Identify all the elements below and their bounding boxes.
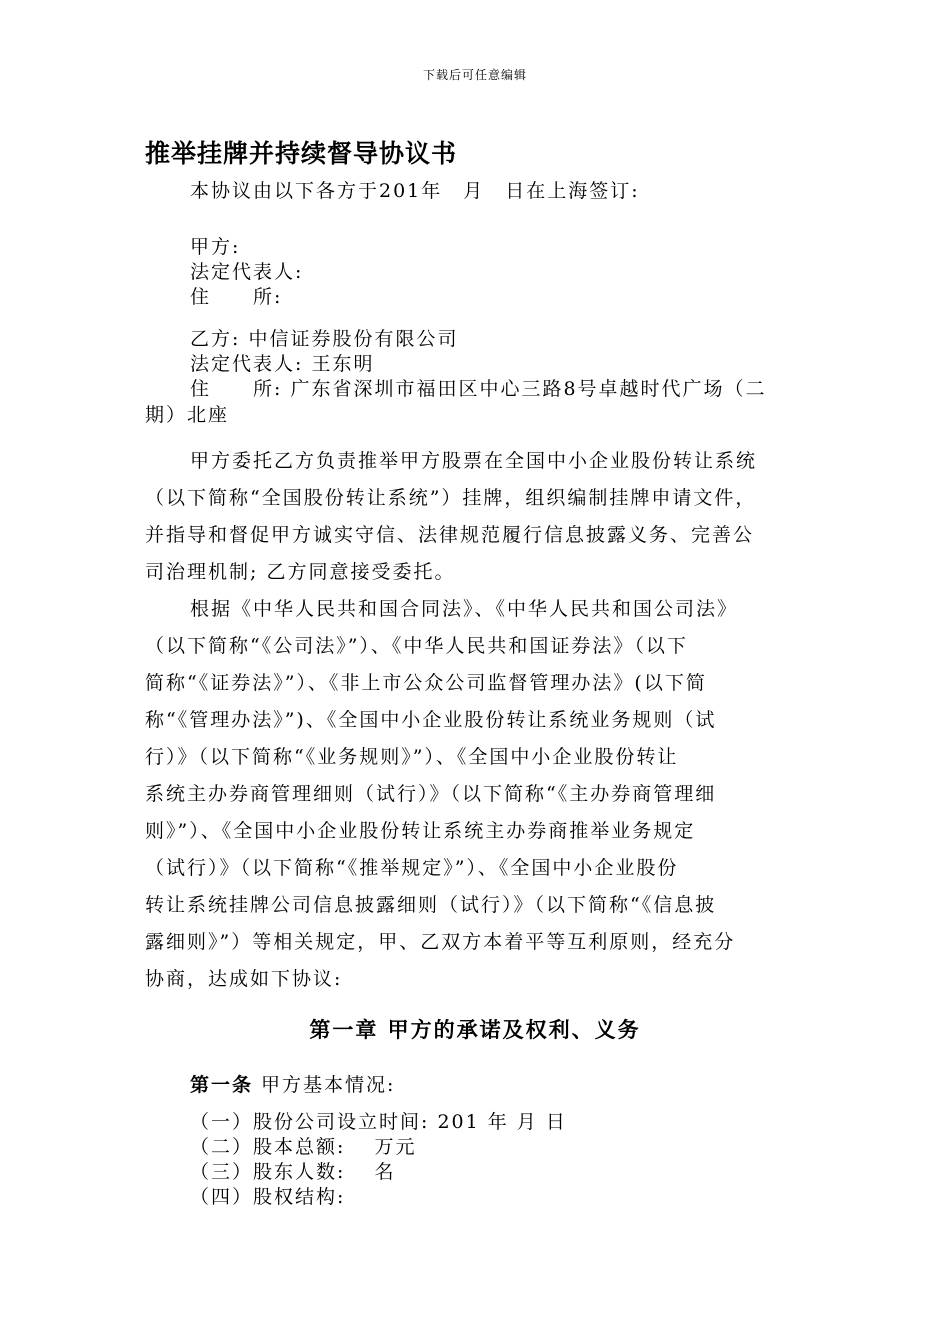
article-item: （二）股本总额: 万元 <box>190 1136 417 1158</box>
para2-line: 则》”）、《全国中小企业股份转让系统主办券商推举业务规定 <box>145 820 696 842</box>
party-b-legal-rep: 法定代表人: 王东明 <box>190 353 375 375</box>
para2-line: 行）》（以下简称“《业务规则》”）、《全国中小企业股份转让 <box>145 746 679 768</box>
party-b-name: 乙方: 中信证券股份有限公司 <box>190 328 459 350</box>
article-item: （四）股权结构: <box>190 1186 346 1208</box>
chapter-heading: 第一章 甲方的承诺及权利、义务 <box>309 1017 641 1042</box>
para2-line: （试行）》（以下简称“《推举规定》”）、《全国中小企业股份 <box>145 857 679 879</box>
party-a-legal-rep: 法定代表人: <box>190 261 304 283</box>
para2-line: 系统主办券商管理细则（试行）》（以下简称“《主办券商管理细 <box>145 783 717 805</box>
intro-line: 本协议由以下各方于201年 月 日在上海签订: <box>190 180 640 202</box>
para2-line: （以下简称“《公司法》”）、《中华人民共和国证券法》（以下 <box>145 635 688 657</box>
para1-line: 并指导和督促甲方诚实守信、法律规范履行信息披露义务、完善公 <box>145 524 755 546</box>
para1-line: 甲方委托乙方负责推举甲方股票在全国中小企业股份转让系统 <box>190 450 758 472</box>
party-b-address-line1: 住 所: 广东省深圳市福田区中心三路8号卓越时代广场（二 <box>190 378 767 400</box>
para2-line: 根据《中华人民共和国合同法》、《中华人民共和国公司法》 <box>190 598 739 620</box>
article-text: 甲方基本情况: <box>253 1074 396 1096</box>
party-b-address-line2: 期）北座 <box>145 404 230 426</box>
para2-line: 协商，达成如下协议: <box>145 968 343 990</box>
para2-line: 转让系统挂牌公司信息披露细则（试行）》（以下简称“《信息披 <box>145 894 717 916</box>
page-header-note: 下载后可任意编辑 <box>422 68 527 82</box>
article-1 <box>190 1070 815 1097</box>
para2-line: 露细则》”）等相关规定，甲、乙双方本着平等互利原则，经充分 <box>145 931 736 953</box>
para2-line: 称“《管理办法》”)、《全国中小企业股份转让系统业务规则（试 <box>145 709 717 731</box>
article-label: 第一条 <box>190 1074 254 1096</box>
document-title: 推举挂牌并持续督导协议书 <box>145 139 458 168</box>
para2-line: 简称“《证券法》”）、《非上市公众公司监督管理办法》(以下简 <box>145 672 707 694</box>
para1-line: 司治理机制; 乙方同意接受委托。 <box>145 561 456 583</box>
para1-line: （以下简称“全国股份转让系统”）挂牌，组织编制挂牌申请文件， <box>145 487 757 509</box>
party-a-name: 甲方: <box>190 236 241 258</box>
article-item: （三）股东人数: 名 <box>190 1161 396 1183</box>
article-item: （一）股份公司设立时间: 201 年 月 日 <box>190 1111 567 1133</box>
party-a-address: 住 所: <box>190 286 283 308</box>
